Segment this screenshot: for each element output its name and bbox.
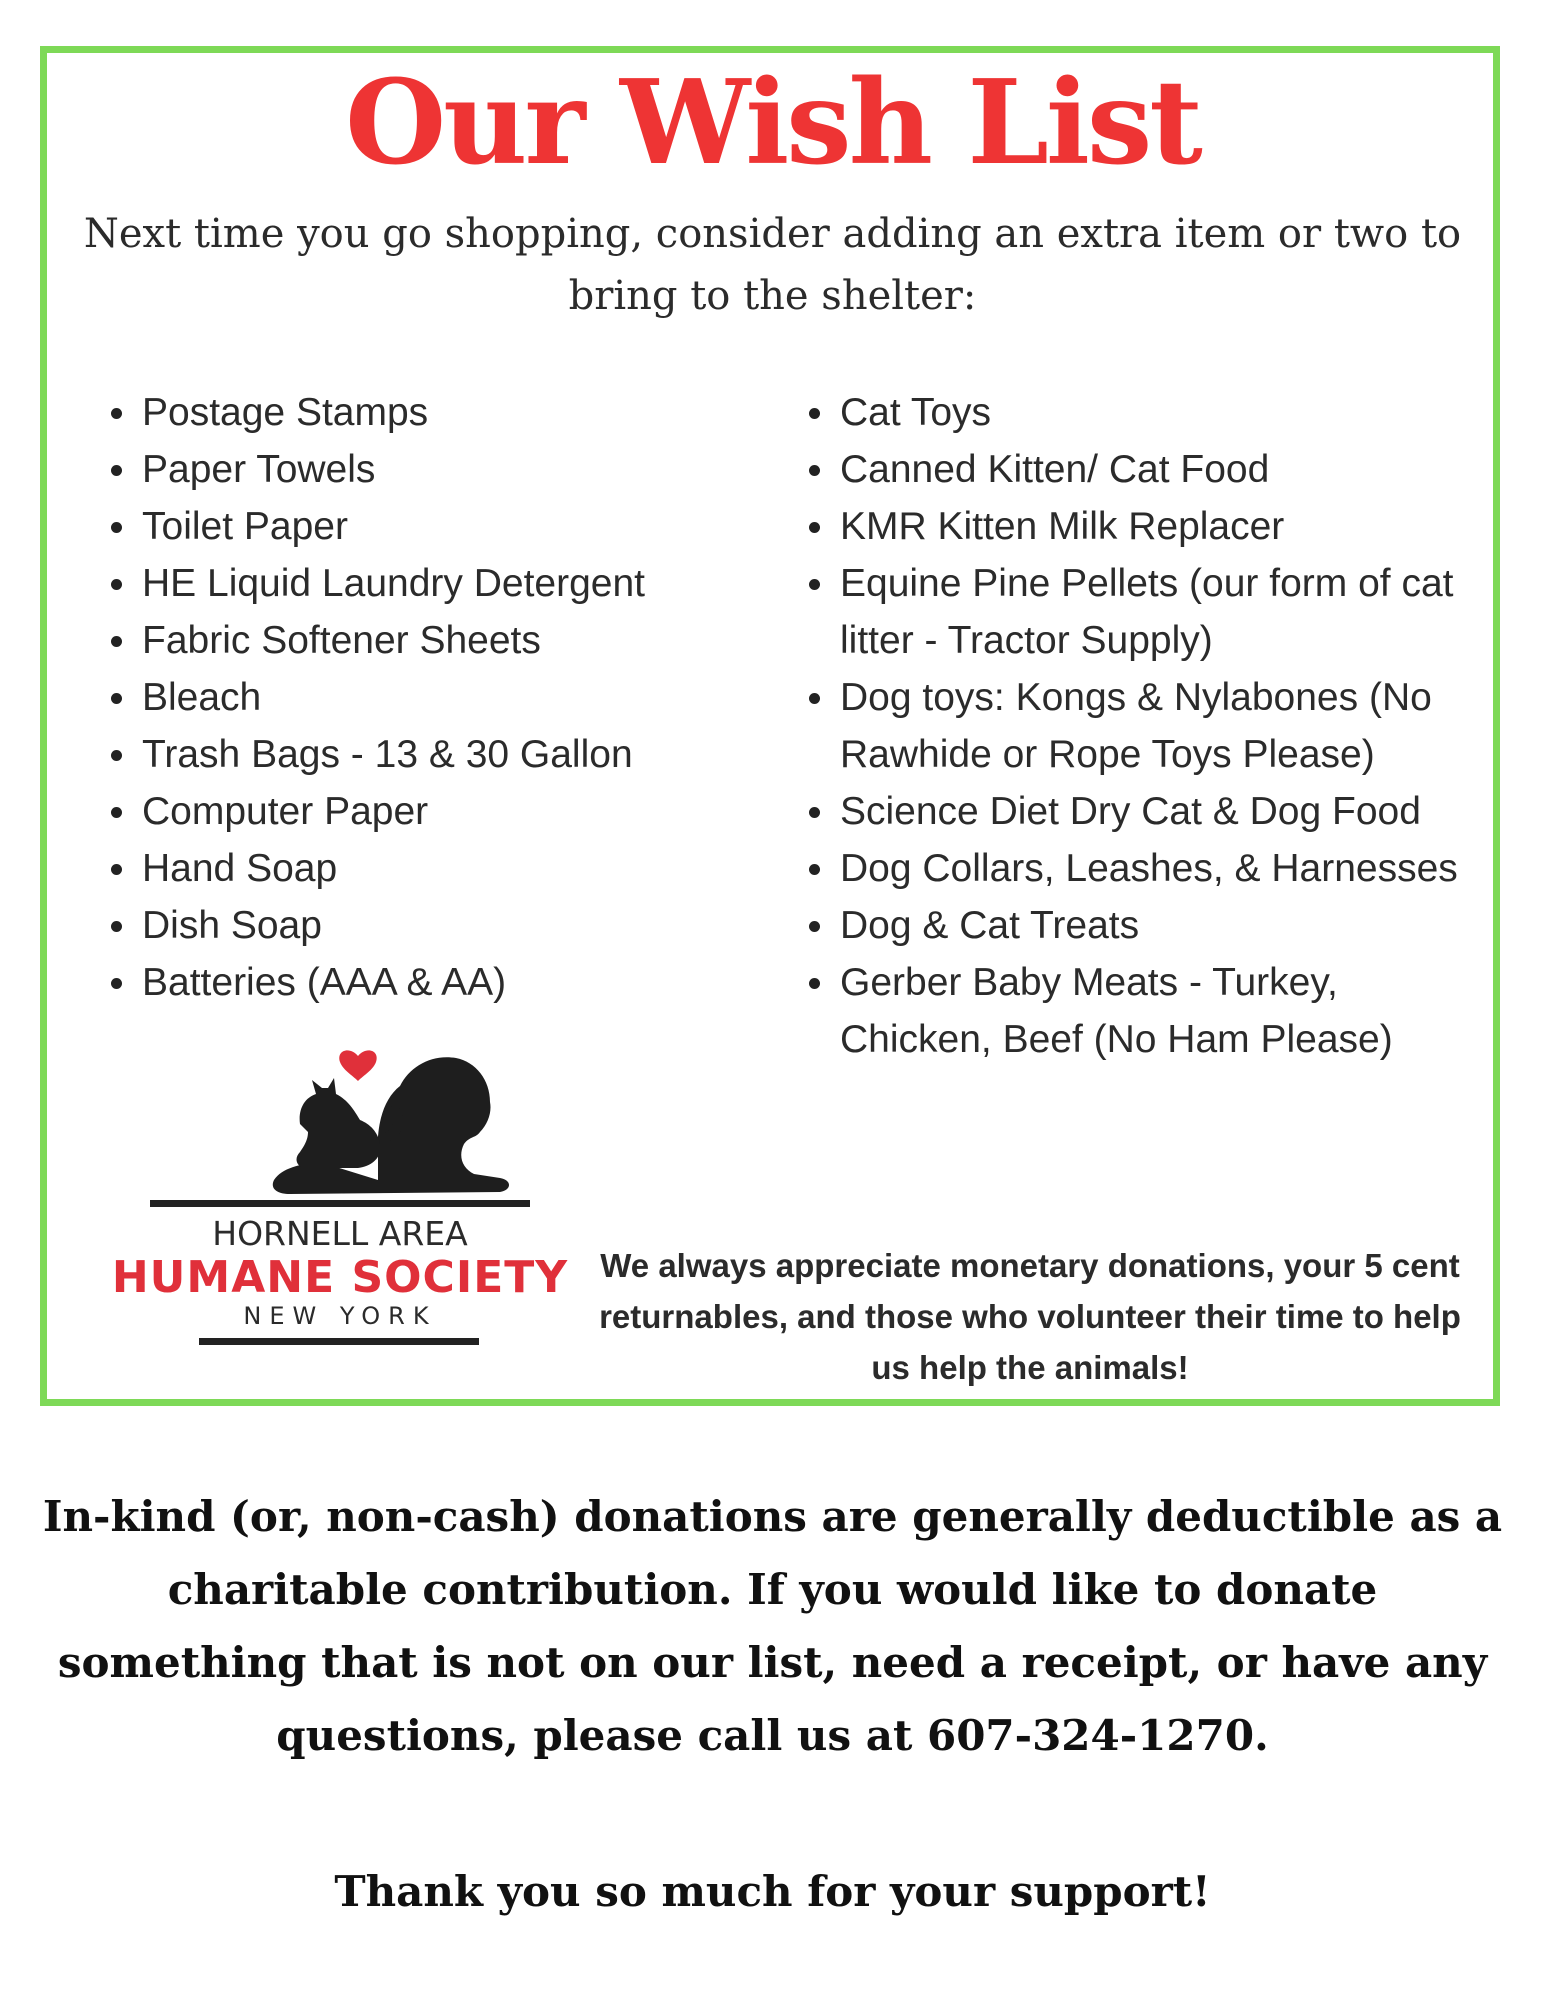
list-item: Toilet Paper	[108, 498, 748, 555]
list-item: Gerber Baby Meats - Turkey, Chicken, Beef (No Ham Please)	[806, 954, 1486, 1068]
list-item: Cat Toys	[806, 384, 1486, 441]
list-item: Dog & Cat Treats	[806, 897, 1486, 954]
logo-text-line3: NEW YORK	[243, 1302, 437, 1330]
bullet-icon	[809, 522, 820, 533]
bullet-icon	[111, 864, 122, 875]
wish-list-left-column	[108, 384, 748, 1011]
bullet-icon	[111, 807, 122, 818]
logo-divider-top	[150, 1200, 530, 1207]
bullet-icon	[111, 579, 122, 590]
bullet-icon	[111, 408, 122, 419]
list-item: Science Diet Dry Cat & Dog Food	[806, 783, 1486, 840]
bullet-icon	[809, 465, 820, 476]
list-item: Trash Bags - 13 & 30 Gallon	[108, 726, 748, 783]
list-item: Computer Paper	[108, 783, 748, 840]
wish-list-right-column	[806, 384, 1486, 1068]
list-item: Equine Pine Pellets (our form of cat litter - Tractor Supply)	[806, 555, 1486, 669]
thank-you-message: Thank you so much for your support!	[334, 1867, 1211, 1916]
list-item: Postage Stamps	[108, 384, 748, 441]
list-item: Batteries (AAA & AA)	[108, 954, 748, 1011]
bullet-icon	[809, 408, 820, 419]
bullet-icon	[111, 522, 122, 533]
monetary-donations-note: We always appreciate monetary donations, your 5 cent returnables, and those who volunteer their time to help us help the animals!	[599, 1247, 1461, 1386]
bullet-icon	[111, 750, 122, 761]
bullet-icon	[111, 921, 122, 932]
humane-society-logo	[95, 1028, 595, 1358]
bullet-icon	[111, 978, 122, 989]
bullet-icon	[809, 807, 820, 818]
list-item: Hand Soap	[108, 840, 748, 897]
bullet-icon	[111, 465, 122, 476]
bullet-icon	[809, 579, 820, 590]
bullet-icon	[809, 693, 820, 704]
bullet-icon	[809, 921, 820, 932]
bullet-icon	[111, 636, 122, 647]
list-item: KMR Kitten Milk Replacer	[806, 498, 1486, 555]
logo-text-line1: HORNELL AREA	[212, 1214, 468, 1253]
deductible-note: In-kind (or, non-cash) donations are generally deductible as a charitable contribution. If you would like to donate something that is not on our list, need a receipt, or have any questions, please call us at 607-324-1270.	[42, 1492, 1503, 1760]
logo-divider-bottom	[199, 1338, 479, 1345]
bullet-icon	[809, 978, 820, 989]
logo-text-line2: HUMANE SOCIETY	[111, 1252, 569, 1303]
list-item: Dog toys: Kongs & Nylabones (No Rawhide or Rope Toys Please)	[806, 669, 1486, 783]
page-title: Our Wish List	[345, 55, 1200, 191]
bullet-icon	[111, 693, 122, 704]
bullet-icon	[809, 864, 820, 875]
list-item: HE Liquid Laundry Detergent	[108, 555, 748, 612]
list-item: Fabric Softener Sheets	[108, 612, 748, 669]
list-item: Bleach	[108, 669, 748, 726]
list-item: Canned Kitten/ Cat Food	[806, 441, 1486, 498]
cat-and-dog-silhouette-icon	[200, 1028, 520, 1203]
list-item: Paper Towels	[108, 441, 748, 498]
list-item: Dog Collars, Leashes, & Harnesses	[806, 840, 1486, 897]
list-item: Dish Soap	[108, 897, 748, 954]
intro-text: Next time you go shopping, consider adding an extra item or two to bring to the shelter:	[83, 211, 1462, 319]
